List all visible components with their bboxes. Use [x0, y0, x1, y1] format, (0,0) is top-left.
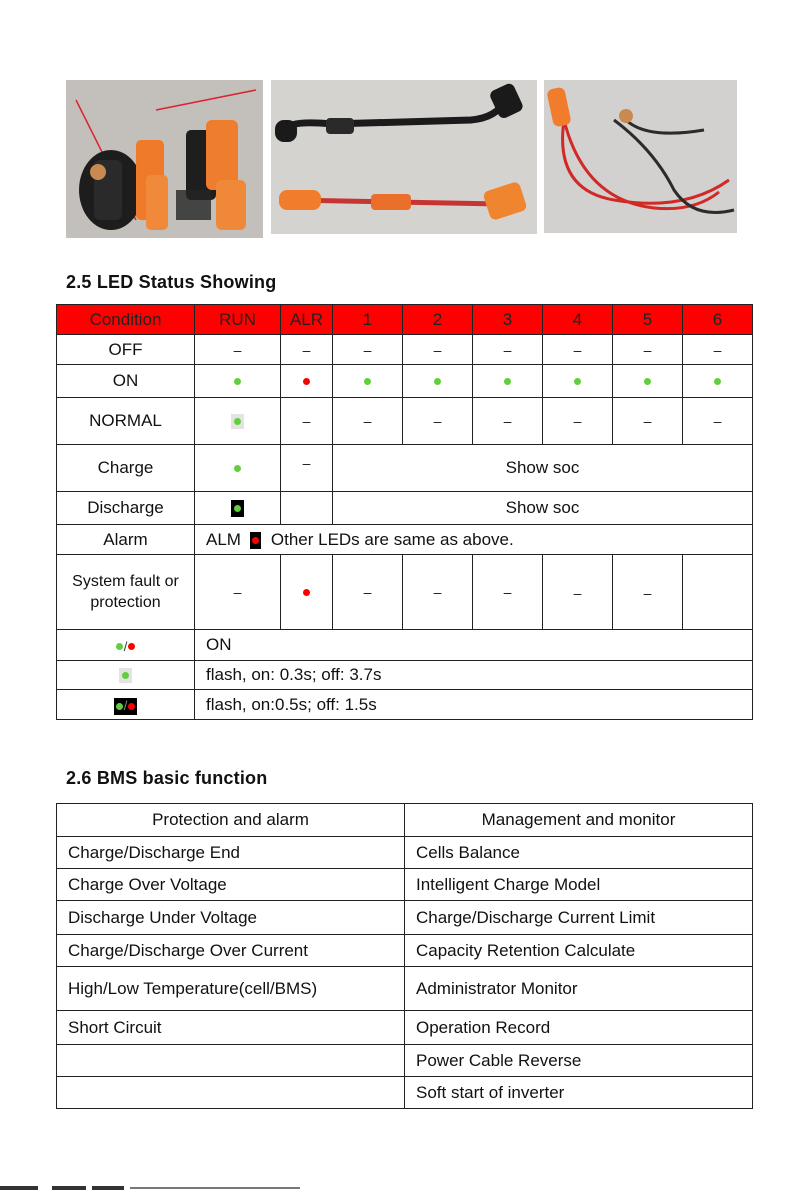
- management-cell: Power Cable Reverse: [405, 1045, 753, 1077]
- table-row: [57, 661, 753, 690]
- table-row: [57, 365, 753, 398]
- dash-mark: –: [643, 413, 652, 429]
- green-led-icon: [364, 378, 371, 385]
- row-label-discharge: Discharge: [57, 492, 195, 525]
- green-led-icon: [504, 378, 511, 385]
- table-row: [57, 869, 753, 901]
- fast-flash-marker: [231, 500, 244, 517]
- bms-function-table: [56, 803, 753, 1109]
- table-row: [57, 630, 753, 661]
- management-cell: Operation Record: [405, 1011, 753, 1045]
- green-led-icon: [234, 505, 241, 512]
- alarm-other-leds-text: Other LEDs are same as above.: [270, 529, 514, 549]
- dash-mark: –: [573, 585, 582, 601]
- row-label-on: ON: [57, 365, 195, 398]
- row-label-charge: Charge: [57, 445, 195, 492]
- table-row: [57, 398, 753, 445]
- row-label-normal: NORMAL: [57, 398, 195, 445]
- accessory-bags-photo: [66, 80, 263, 238]
- protection-cell: [57, 1077, 405, 1109]
- legend-fast-flash-desc: flash, on:0.5s; off: 1.5s: [195, 690, 753, 720]
- header-protection-alarm: Protection and alarm: [57, 804, 405, 837]
- red-led-icon: [303, 378, 310, 385]
- show-soc-cell: Show soc: [333, 492, 753, 525]
- table-row: [57, 525, 753, 555]
- green-led-icon: [574, 378, 581, 385]
- header-led-1: 1: [333, 305, 403, 335]
- row-label-off: OFF: [57, 335, 195, 365]
- dash-mark: –: [233, 584, 242, 600]
- protection-cell: [57, 1045, 405, 1077]
- table-row: [57, 690, 753, 720]
- power-cables-photo: [544, 80, 737, 233]
- dash-mark: –: [503, 584, 512, 600]
- dash-mark: –: [643, 341, 652, 358]
- fast-flash-marker: [250, 532, 261, 549]
- dash-mark: –: [503, 413, 512, 429]
- green-led-icon: [234, 418, 241, 425]
- header-led-5: 5: [613, 305, 683, 335]
- dash-mark: –: [363, 341, 372, 358]
- protection-cell: High/Low Temperature(cell/BMS): [57, 967, 405, 1011]
- slow-flash-marker: [231, 414, 244, 429]
- dash-mark: –: [302, 341, 311, 358]
- dash-mark: –: [433, 584, 442, 600]
- dash-mark: –: [503, 341, 512, 358]
- red-led-icon: [303, 589, 310, 596]
- show-soc-cell: Show soc: [333, 445, 753, 492]
- dash-mark: –: [713, 341, 722, 358]
- green-led-icon: [122, 672, 129, 679]
- table-row: [57, 555, 753, 630]
- dash-mark: –: [573, 413, 582, 429]
- bms-function-heading: 2.6 BMS basic function: [66, 768, 268, 788]
- slow-flash-marker: [119, 668, 132, 683]
- red-led-icon: [252, 537, 259, 544]
- table-row: [57, 901, 753, 935]
- header-alr: ALR: [281, 305, 333, 335]
- row-label-alarm: Alarm: [57, 525, 195, 555]
- header-led-6: 6: [683, 305, 753, 335]
- table-row: [57, 837, 753, 869]
- protection-cell: Charge/Discharge Over Current: [57, 935, 405, 967]
- protection-cell: Charge/Discharge End: [57, 837, 405, 869]
- protection-cell: Discharge Under Voltage: [57, 901, 405, 935]
- management-cell: Charge/Discharge Current Limit: [405, 901, 753, 935]
- dash-mark: –: [363, 413, 372, 429]
- slash-glyph: /: [123, 639, 128, 654]
- legend-on-desc: ON: [195, 630, 753, 661]
- dash-mark: –: [433, 341, 442, 358]
- legend-fast-flash-symbol: [57, 690, 195, 720]
- alm-label: ALM: [206, 529, 241, 549]
- header-led-3: 3: [473, 305, 543, 335]
- green-led-icon: [234, 378, 241, 385]
- dash-mark: –: [233, 341, 242, 358]
- legend-slow-flash-symbol: [57, 661, 195, 690]
- led-table-header-row: [57, 305, 753, 335]
- led-status-table: [56, 304, 753, 720]
- green-led-icon: [644, 378, 651, 385]
- led-status-heading: 2.5 LED Status Showing: [66, 272, 277, 292]
- table-row: [57, 935, 753, 967]
- green-led-icon: [234, 465, 241, 472]
- table-row: [57, 967, 753, 1011]
- dash-mark: –: [363, 584, 372, 600]
- table-row: [57, 1045, 753, 1077]
- header-led-4: 4: [543, 305, 613, 335]
- green-led-icon: [116, 643, 123, 650]
- management-cell: Cells Balance: [405, 837, 753, 869]
- table-row: [57, 335, 753, 365]
- management-cell: Intelligent Charge Model: [405, 869, 753, 901]
- dash-mark: –: [302, 455, 311, 471]
- communication-cable-photo: [271, 80, 537, 234]
- management-cell: Capacity Retention Calculate: [405, 935, 753, 967]
- green-led-icon: [434, 378, 441, 385]
- bms-table-header-row: [57, 804, 753, 837]
- scan-artifact-strip: [0, 1186, 809, 1192]
- header-condition: Condition: [57, 305, 195, 335]
- table-row: [57, 445, 753, 492]
- legend-slow-flash-desc: flash, on: 0.3s; off: 3.7s: [195, 661, 753, 690]
- green-led-icon: [714, 378, 721, 385]
- alarm-description: [195, 525, 753, 555]
- header-run: RUN: [195, 305, 281, 335]
- dash-mark: –: [713, 413, 722, 429]
- header-led-2: 2: [403, 305, 473, 335]
- dash-mark: –: [643, 585, 652, 601]
- dash-mark: –: [302, 413, 311, 429]
- table-row: [57, 1077, 753, 1109]
- legend-on-symbol: [57, 630, 195, 661]
- protection-cell: Short Circuit: [57, 1011, 405, 1045]
- green-led-icon: [116, 703, 123, 710]
- management-cell: Soft start of inverter: [405, 1077, 753, 1109]
- dash-mark: –: [433, 413, 442, 429]
- fast-flash-marker: /: [114, 698, 138, 715]
- red-led-icon: [128, 703, 135, 710]
- table-row: [57, 492, 753, 525]
- red-led-icon: [128, 643, 135, 650]
- protection-cell: Charge Over Voltage: [57, 869, 405, 901]
- management-cell: Administrator Monitor: [405, 967, 753, 1011]
- dash-mark: –: [573, 341, 582, 358]
- header-management-monitor: Management and monitor: [405, 804, 753, 837]
- row-label-system-fault: System fault or protection: [57, 555, 195, 630]
- table-row: [57, 1011, 753, 1045]
